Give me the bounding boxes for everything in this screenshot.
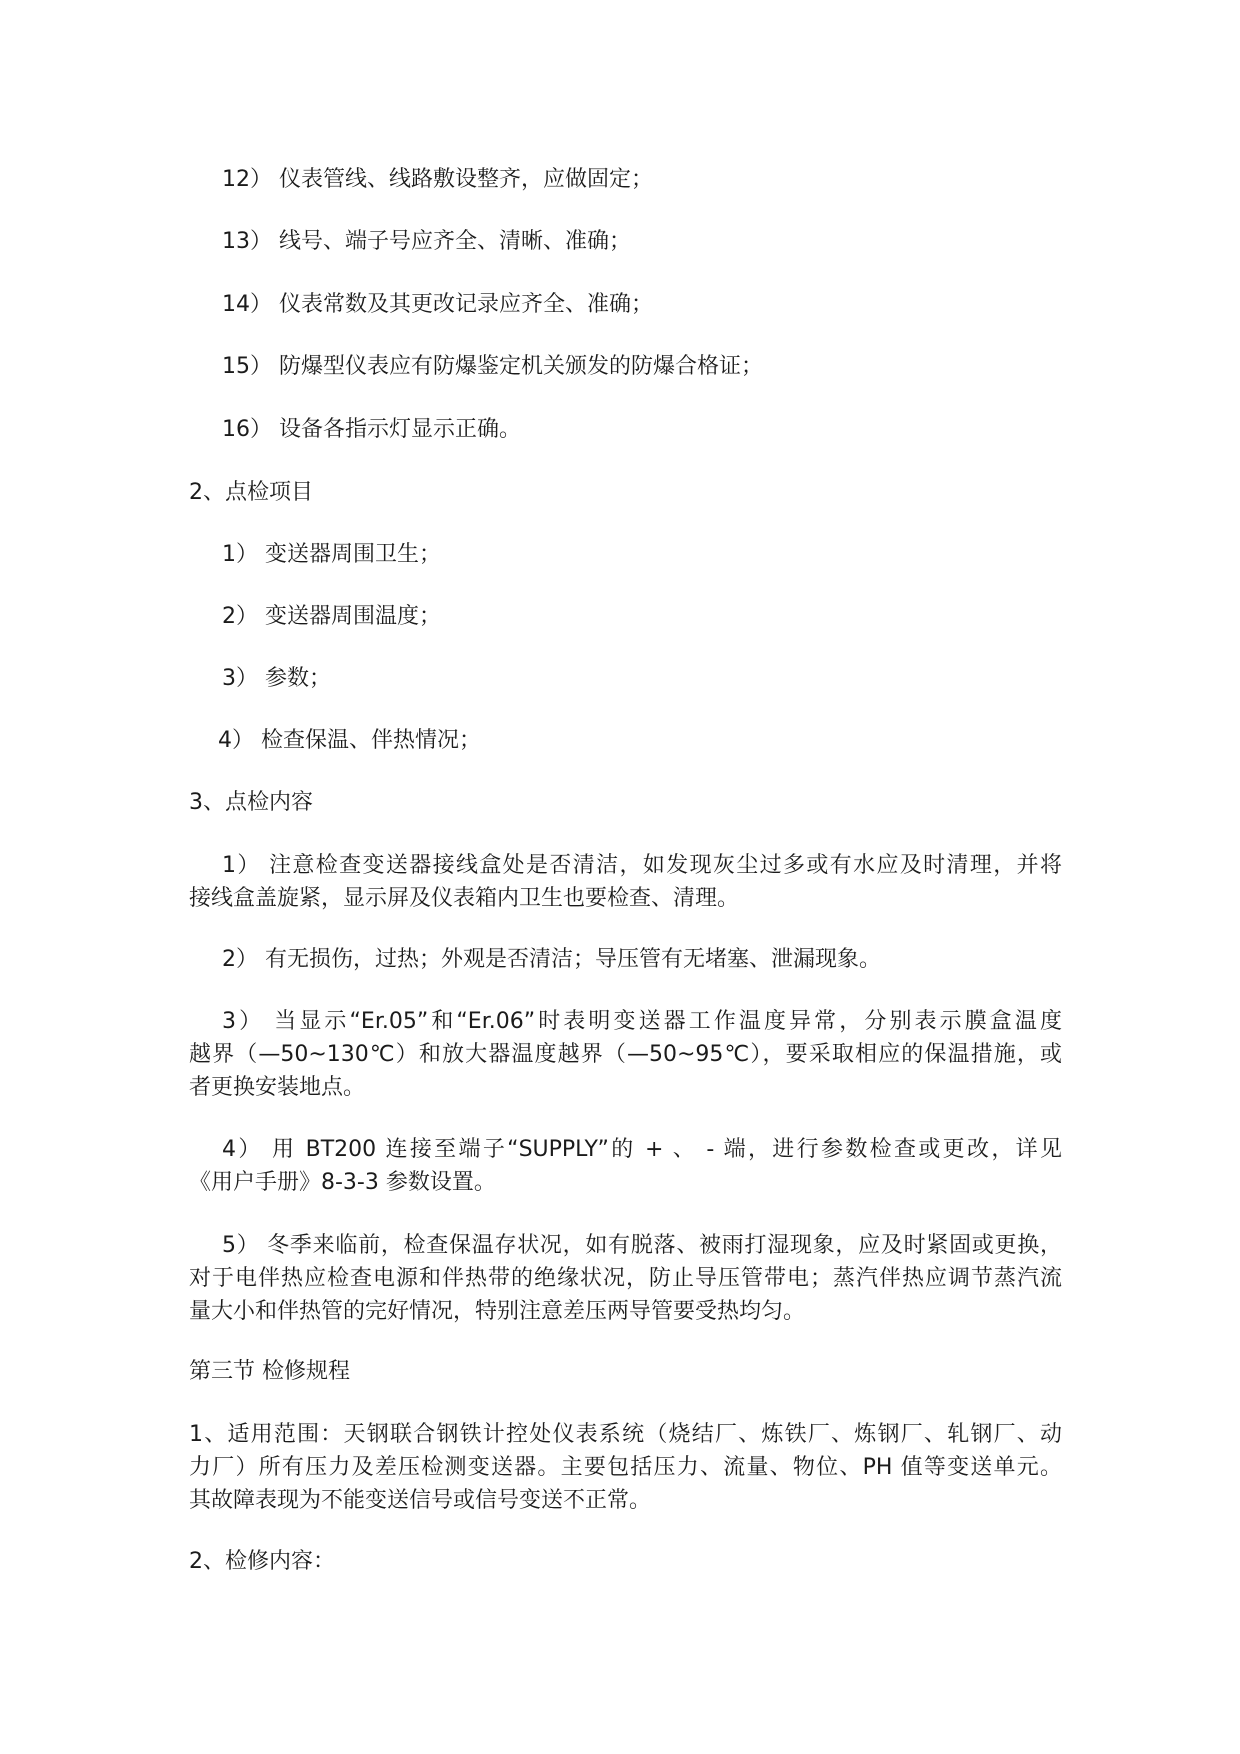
list-item-text: 12） 仪表管线、线路敷设整齐，应做固定； (222, 167, 653, 192)
section-title (189, 1355, 1062, 1388)
paragraph (189, 1133, 1062, 1199)
paragraph (189, 1229, 1062, 1328)
paragraph-line: 其故障表现为不能变送信号或信号变送不正常。 (189, 1488, 652, 1513)
paragraph-line: 《用户手册》8-3-3 参数设置。 (189, 1170, 496, 1195)
paragraph-line: 接线盒盖旋紧，显示屏及仪表箱内卫生也要检查、清理。 (189, 886, 740, 911)
list-item-text: 15） 防爆型仪表应有防爆鉴定机关颁发的防爆合格证； (222, 354, 763, 379)
list-item (222, 662, 1062, 695)
paragraph (189, 943, 1062, 976)
heading-text: 2、检修内容： (189, 1549, 335, 1574)
list-item-text: 14） 仪表常数及其更改记录应齐全、准确； (222, 292, 653, 317)
list-item (222, 413, 1062, 446)
list-item (222, 538, 1062, 571)
paragraph-line: 者更换安装地点。 (189, 1075, 366, 1100)
paragraph-line: 4） 用 BT200 连接至端子“SUPPLY”的 + 、 - 端，进行参数检查或更改，详见 (222, 1137, 1062, 1162)
paragraph-line: 越界（—50~130℃）和放大器温度越界（—50~95℃），要采取相应的保温措施，或 (189, 1042, 1062, 1067)
list-item-text: 2） 变送器周围温度； (222, 604, 441, 629)
list-item-text: 13） 线号、端子号应齐全、清晰、准确； (222, 229, 631, 254)
list-item (222, 288, 1062, 321)
paragraph-line: 1、适用范围：天钢联合钢铁计控处仪表系统（烧结厂、炼铁厂、炼钢厂、轧钢厂、动 (189, 1422, 1062, 1447)
paragraph (189, 849, 1062, 915)
heading-text: 2、点检项目 (189, 480, 313, 505)
section-heading (189, 1545, 1062, 1578)
paragraph-line: 量大小和伴热管的完好情况，特别注意差压两导管要受热均匀。 (189, 1299, 806, 1324)
list-item-text: 16） 设备各指示灯显示正确。 (222, 417, 521, 442)
list-item (222, 163, 1062, 196)
list-item-text: 1） 变送器周围卫生； (222, 542, 441, 567)
paragraph-line: 3） 当显示“Er.05”和“Er.06”时表明变送器工作温度异常，分别表示膜盒温度 (222, 1009, 1062, 1034)
heading-text: 3、点检内容 (189, 790, 313, 815)
paragraph (189, 1418, 1062, 1517)
paragraph-line: 2） 有无损伤，过热；外观是否清洁；导压管有无堵塞、泄漏现象。 (222, 947, 881, 972)
list-item-text: 4） 检查保温、伴热情况； (218, 728, 481, 753)
paragraph (189, 1005, 1062, 1104)
list-item (222, 350, 1062, 383)
section-heading (189, 476, 1062, 509)
section-heading (189, 786, 1062, 819)
heading-text: 第三节 检修规程 (189, 1359, 350, 1384)
list-item (222, 225, 1062, 258)
paragraph-line: 对于电伴热应检查电源和伴热带的绝缘状况，防止导压管带电；蒸汽伴热应调节蒸汽流 (189, 1266, 1062, 1291)
list-item (222, 600, 1062, 633)
paragraph-line: 1） 注意检查变送器接线盒处是否清洁，如发现灰尘过多或有水应及时清理，并将 (222, 853, 1062, 878)
list-item-text: 3） 参数； (222, 666, 331, 691)
paragraph-line: 5） 冬季来临前，检查保温存状况，如有脱落、被雨打湿现象，应及时紧固或更换， (222, 1233, 1062, 1258)
list-item (218, 724, 1058, 757)
paragraph-line: 力厂）所有压力及差压检测变送器。主要包括压力、流量、物位、PH 值等变送单元。 (189, 1455, 1062, 1480)
